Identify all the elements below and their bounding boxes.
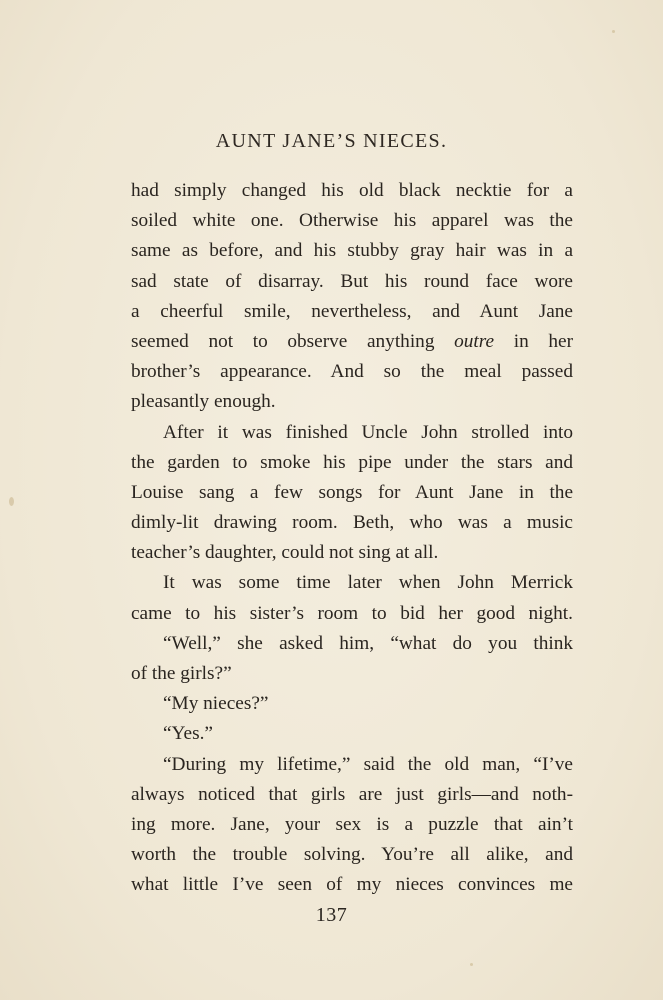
text-line: sad state of disarray. But his round face wore — [131, 270, 573, 292]
text-line: soiled white one. Otherwise his apparel was the — [131, 210, 573, 232]
body-text — [131, 176, 573, 901]
page-number: 137 — [315, 904, 348, 926]
italic-word: outre — [454, 330, 495, 352]
text-line: seemed not to observe anything outre in her — [131, 330, 573, 352]
paper-speck — [9, 497, 14, 506]
text-line: the garden to smoke his pipe under the stars and — [131, 451, 573, 473]
text-line: came to his sister’s room to bid her good night. — [131, 602, 573, 624]
paper-speck — [470, 963, 473, 966]
running-head: AUNT JANE’S NIECES. — [215, 130, 448, 152]
text-line: a cheerful smile, nevertheless, and Aunt Jane — [131, 300, 573, 322]
text-line: dimly-lit drawing room. Beth, who was a music — [131, 512, 573, 534]
text-line: teacher’s daughter, could not sing at all. — [131, 542, 439, 564]
text-line: ing more. Jane, your sex is a puzzle that ain’t — [131, 813, 573, 835]
text-line: After it was finished Uncle John strolled into — [163, 421, 573, 443]
text-line: always noticed that girls are just girls—and noth- — [131, 783, 573, 805]
text-line: Louise sang a few songs for Aunt Jane in the — [131, 481, 573, 503]
text-line: It was some time later when John Merrick — [163, 572, 573, 594]
text-line: same as before, and his stubby gray hair was in a — [131, 240, 573, 262]
text-line: of the girls?” — [131, 663, 232, 684]
paper-speck — [612, 30, 615, 33]
text-line: “During my lifetime,” said the old man, “I’ve — [163, 753, 573, 775]
text-line: pleasantly enough. — [131, 391, 276, 413]
text-line: “My nieces?” — [163, 693, 269, 715]
text-line: what little I’ve seen of my nieces convinces me — [131, 874, 573, 896]
text-line: had simply changed his old black necktie for a — [131, 180, 573, 201]
text-line: “Well,” she asked him, “what do you think — [163, 632, 573, 654]
text-line: worth the trouble solving. You’re all alike, and — [131, 844, 573, 866]
text-line: “Yes.” — [163, 723, 213, 745]
text-line: brother’s appearance. And so the meal passed — [131, 361, 573, 383]
